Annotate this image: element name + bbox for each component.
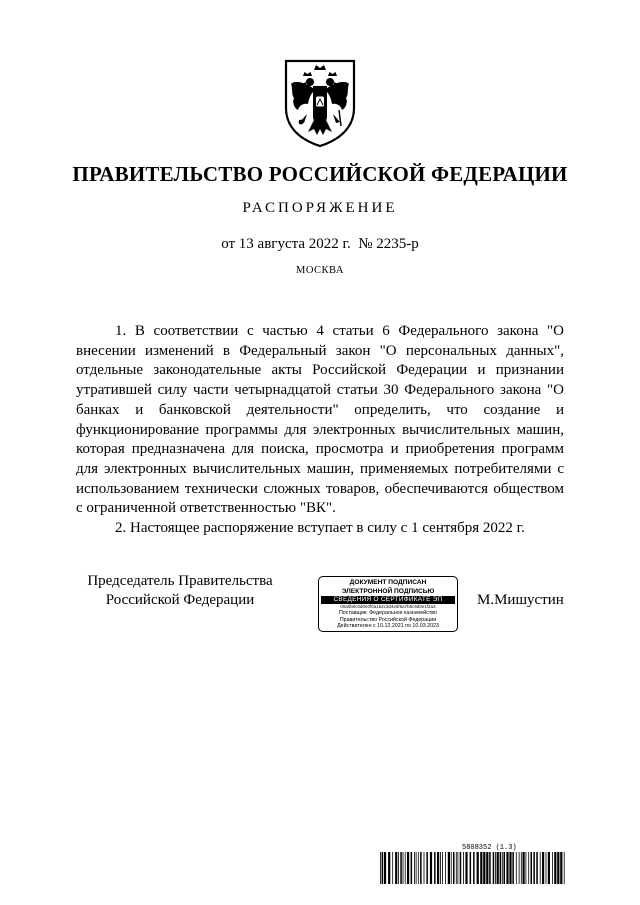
barcode-stripe [509,852,511,884]
document-body [76,322,564,539]
barcode-stripe [548,852,550,884]
barcode-stripe [470,852,472,884]
barcode-stripe [398,852,399,884]
barcode-stripe [382,852,384,884]
barcode-stripe [495,852,496,884]
barcode-stripe [395,852,397,884]
barcode-stripe [430,852,432,884]
barcode-stripe [465,852,467,884]
barcode-stripe [416,852,417,884]
stamp-line-1: ДОКУМЕНТ ПОДПИСАН [349,579,427,586]
barcode-stripe [486,852,488,884]
barcode-stripe [516,852,517,884]
barcode-stripe [451,852,452,884]
barcode-stripe [460,852,462,884]
barcode-stripe [456,852,457,884]
electronic-signature-stamp [318,576,458,632]
government-title: ПРАВИТЕЛЬСТВО РОССИЙСКОЙ ФЕДЕРАЦИИ [72,162,568,186]
barcode-stripe [560,852,562,884]
barcode-stripe [542,852,544,884]
stamp-line-2: ЭЛЕКТРОННОЙ ПОДПИСЬЮ [341,588,435,596]
barcode-stripe [400,852,402,884]
document-type: РАСПОРЯЖЕНИЕ [242,200,398,216]
barcode-stripe [477,852,479,884]
stamp-issuer-line-1: Поставщик: Федеральное казначейство [339,610,437,617]
barcode-stripe [493,852,495,884]
barcode-stripe [380,852,381,884]
barcode-stripe [384,852,386,884]
barcode-stripe [533,852,535,884]
date-and-number: от 13 августа 2022 г. № 2235-р [221,236,419,252]
barcode-stripe [540,852,541,884]
barcode-stripe [420,852,422,884]
barcode-stripe [521,852,522,884]
russian-coat-of-arms-icon [283,58,357,148]
barcode-stripe [414,852,415,884]
barcode-stripe [483,852,485,884]
barcode-stripe [526,852,527,884]
barcode-stripe [536,852,538,884]
barcode-stripe [458,852,459,884]
barcode-stripe [411,852,413,884]
barcode-stripe [473,852,475,884]
barcode-stripe [546,852,547,884]
barcode-stripe [528,852,529,884]
barcode-stripe [453,852,455,884]
document-code: 5808352 (1.3) [462,844,517,852]
barcode-stripe [437,852,439,884]
barcode-stripe [552,852,553,884]
barcode-stripe [523,852,525,884]
signer-title-line-2: Российской Федерации [105,592,255,608]
barcode-stripe [480,852,482,884]
barcode-stripe [502,852,503,884]
barcode-stripe [442,852,443,884]
barcode-stripe [557,852,559,884]
barcode-stripe [407,852,409,884]
barcode-stripe [512,852,514,884]
barcode-stripe [388,852,390,884]
barcode-stripe [497,852,499,884]
stamp-issuer-line-2: Правительство Российской Федерации [339,616,437,623]
barcode-stripe [531,852,533,884]
barcode-stripe [405,852,406,884]
barcode-stripe [445,852,446,884]
stamp-validity: Действителен с 10.12.2021 по 10.03.2023 [337,622,439,629]
barcode-stripe [440,852,441,884]
barcode-stripe [426,852,428,884]
paragraph-2: 2. Настоящее распоряжение вступает в силу с 1 сентября 2022 г. [115,520,525,537]
barcode-stripe [489,852,491,884]
paragraph-1: 1. В соответствии с частью 4 статьи 6 Федерального закона "О внесении изменений в Федеральный закон "О персональных данных", отдельные законодательные акты Российской Федерации и признании утратившей силу части четырнадцатой статьи 30 Федерального закона "О банках и банковской деятельности" определить, что создание и функционирование программы для электронных вычислительных машин, которая предназначена для поиска, просмотра и приобретения программ для электронных вычислительных машин, применяемых потребителями с использованием технически сложных товаров, обеспечиваются обществом с ограниченной ответственностью "ВК". [76,323,564,517]
barcode-stripe [392,852,393,884]
barcode-icon [380,852,566,884]
stamp-certificate-bar: СВЕДЕНИЯ О СЕРТИФИКАТЕ ЭП [321,596,455,604]
signer-title-line-1: Председатель Правительства [87,573,273,589]
barcode-stripe [403,852,404,884]
barcode-stripe [424,852,425,884]
stamp-serial: 00a0b0c0d0e0f0a1b2c3d4e5f6a7b8c9d0e1f2a3 [340,604,436,610]
signer-name: М.Мишустин [477,592,564,608]
barcode-stripe [564,852,565,884]
barcode-stripe [500,852,502,884]
signer-title [80,572,280,610]
barcode-stripe [418,852,419,884]
city: МОСКВА [296,265,344,276]
barcode-stripe [448,852,450,884]
barcode-stripe [463,852,464,884]
barcode-stripe [506,852,508,884]
barcode-stripe [504,852,506,884]
barcode-stripe [554,852,556,884]
barcode-stripe [519,852,520,884]
barcode-stripe [434,852,436,884]
